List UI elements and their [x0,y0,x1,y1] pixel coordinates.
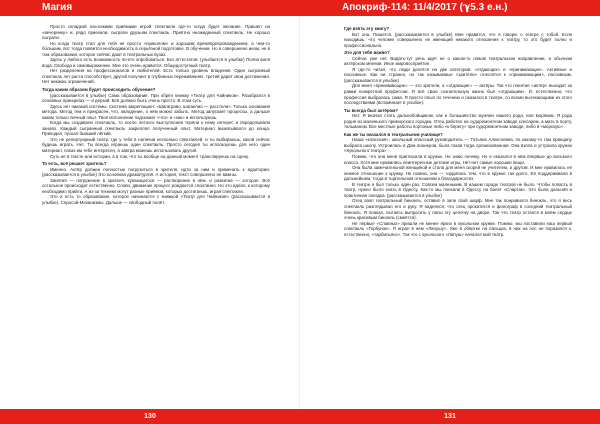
body-paragraph: Просто складкой кое-какими приёмами игрой спектакли где-то когда будет желание. Пришёл на «вечеринку» и, рядо приехали, сыграли друзьям спектакль. Приятно неожиданный спектакль. Не хорошо сыграли. [42,24,270,41]
body-paragraph: Нет. Я вначал стать дальнобойщиком, как и большинство мужчин нашего рода, или морякам. Я рода родня из маленького приморского городка. Отец работал на судоремонтном заводе слесарем, а мать в порту, тальманом. Все местные работы портовые либо «к берегу» при судоремонтном заводе, либо в «морскую» . [344,113,572,130]
body-paragraph: Помню, что она меня пригласила в кружок. Не знаю почему. Но я оказался в нём впервые до восьмого класса. Хотя мне нравились неинтересные детские игры, Нет-нет самые хорошие вещи. [344,154,572,165]
left-column [42,24,270,206]
body-paragraph: Сейчас уже нет. Видать-тут речь идёт не о каком-то новом театральном направлении, а обычном актёрском мнении. Иное мировосприятие. [344,55,572,67]
body-paragraph: Здесь у любого есть возможность по-его опробоваться. Без аттестатов. (улыбается в улыбке) Полна воля вода. Свобода и самовыражение. Мне это очень нравится. Общедоступный театр. [42,57,270,68]
body-paragraph: Для меня «принимающие» — это зрители, а «отдающие» — актёры. Так что понятие «актёр» выходит за рамки конкретной профессии. Я всё свою сознательную жизнь был «отдающим». И, естественно, что профессия выбралась сама. Я просто плыл по течению и оказался в театре, со всеми вытекающими из этого последствиями (вспоминает в улыбке). [344,83,572,106]
body-paragraph: Не первые «Славных» пришли не менее ярких в кукольном кружке. Помню, мы поставили наш первый спектакль «Горбунок». Я играл в нём «Лапушу». Уже в обёртке на пальцах, в них на нос не поразился к, естественно, «тарбильянс». Так что с кукольного «Лапуш» начался мой театр. [344,220,572,237]
issue-title: Апокриф-114: 11/4/2017 (ℽ5.3 е.н.) [342,2,508,13]
header-bar-right [300,0,600,16]
interview-question: Ты всегда был актёром? [344,107,399,113]
body-paragraph: Это не репертуарный театр, где у тебя в наличии несколько спектаклей, и ты выбираешь, какой сейчас будешь играть. Нет. Ты всегда играешь один спектакль. Просто сегодня ты используешь для него один материал, показ им тебе интересен, а завтра можешь использовать другой. [42,136,270,154]
body-paragraph: Отец взял театральный бинокль, оставил в зале свой шарф. Мне так понравился бинокль, что я весь спектакль разглядывал его и руку. Я надеялся, что отец прокатится и фонограф в соседний театральный бинокль. Я плакал, пытаясь выпросить у папы эту цепочку на дворе. Так что театр остался в моём сердце очень красивым бинокль (смеётся). [344,198,572,221]
header-bar-left [0,0,300,16]
page-spine [299,16,300,409]
footer-bar-left [0,409,300,424]
interview-question: Как же ты оказался в театральном училище? [344,131,443,137]
body-paragraph: Она была замечательной женщиной и стала для меня скорей не учителем, а другом. И мне нравилось её нежное отношение к кружку. Не помню, она — гордилась тем, что в кружке так долго. Её поддерживали в дальнейшем, тогда в тщательном отношении к благодарностях. [344,165,572,182]
body-paragraph: Это и есть то образование, которое начинается с книжкой «Театр для Чайников» (рассказывается в улыбке). Спросой-Механизмы. Дальше — свободный полёт. [42,194,270,205]
page-number-right: 131 [444,413,456,420]
body-paragraph: (рассказывается в улыбке) Сама образование. При обрёл книжку «Театр для Чайников». Разобрался в основных принципах — и дерзай. Всё должно быть очень просто. В этом суть. [42,92,270,104]
section-title: Магия [42,2,73,13]
right-column [344,24,572,237]
body-paragraph: В театре я был только один раз. Совсем маленьким. В нашем городе театров не было. Чтобы попасть в театр, нужно было ехать в Одессу. Как-то мы поехали в Одессу на балет «Спартак». Это была дальняя и практичная поездка. (рассказывается в улыбке) [344,181,572,198]
body-paragraph: Наша «классная», школьный классный руководитель — Татьяна Алексеевна, по какому-то там принципу выбрала школу. Устроилась в Дом пионеров, была такая тогда организованная. Она взяла и устроила кружок «Кукольного театра». [344,137,572,154]
body-paragraph: Здесь нет никакой системы. Система закрепощает. «Шагаграво, шагаелио — расстели». Только основания метода. Метод тем и прекрасен, что, овладение, о нём можно забыть. Метод запускает процессы, а дальше каким только личный опыт. Твоё исполнение подскажет «что» и «как» и используешь. [42,103,270,120]
body-paragraph: Вот она. Пишется. (рассказывается в улыбке) Мне нравится, что я говорю о театре с тобой. Если находишь, что человек совершенно не имеющий никакого отношения к театру, то это будет полно и профессионально. [344,31,572,48]
body-paragraph: Именно. Актёр должен полностью погрузиться в зрителя, идти за ним и применить к аудитории. (рассказывается в улыбке) Это основная драматургия. А история, текст совершенно не важны. [42,166,270,178]
body-paragraph: Но когда театр стал для тебя не просто «приколом» и хорошим времяпрепровождением, а чем-то бо́льшим, вот тогда появится необходимость в серьёзной подготовке. В обучении. Но в совершенно ином, не в том образовании, которое сейчас дают в театральных вузах. [42,40,270,57]
body-paragraph: Суть не в тексте или истории, а в том, что ты вообще на данный момент транслируешь на сцену. [50,153,249,159]
body-paragraph: Когда мы создавали спектакль, то после летного выступления теряли к нему интерес и переделывали заново. Каждый сыгранный спектакль закреплял полученный опыт. Материал выматывался до конца. Приходил, пускал бывший лёгкий. [42,120,270,137]
footer-bar-right [300,409,600,424]
interview-question: То есть, всё решает зритель? [42,161,107,167]
interview-question: Где взять эту книгу? [344,26,390,31]
interview-question: Тогда каким образом будет происходить обучение? [42,87,156,93]
body-paragraph: Занятия — погружение в зрителя, купающегося — растворение в нём, и развитие — которое. Всё остальное происходит естественно. Слово, движение процесс рождается спонтанно. Но это идеал, к которому необходимо прийти. А из-за техники могут разные приёмов, которых достигаешь, играя спектакли. [42,177,270,194]
page-number-left: 130 [144,413,156,420]
body-paragraph: Я где-то читал, что люди делятся на две категории: «отдающих» и «принимающих». Активные и пассивные. Как ни странно, но так называемые «зрители» относятся к «принимающим», пассивным. (рассказывается в улыбке) [344,66,572,83]
body-paragraph: Нет разделения на профессионалов и любителей. Есть только уровень владения. Один сыгранный спектакль лет расти способствует, другой получает в глубинных переживаниях, третий дарит свои достижения. Нет никаких ограничений. [42,68,270,85]
interview-question: Это для тебя важно? [344,50,390,56]
